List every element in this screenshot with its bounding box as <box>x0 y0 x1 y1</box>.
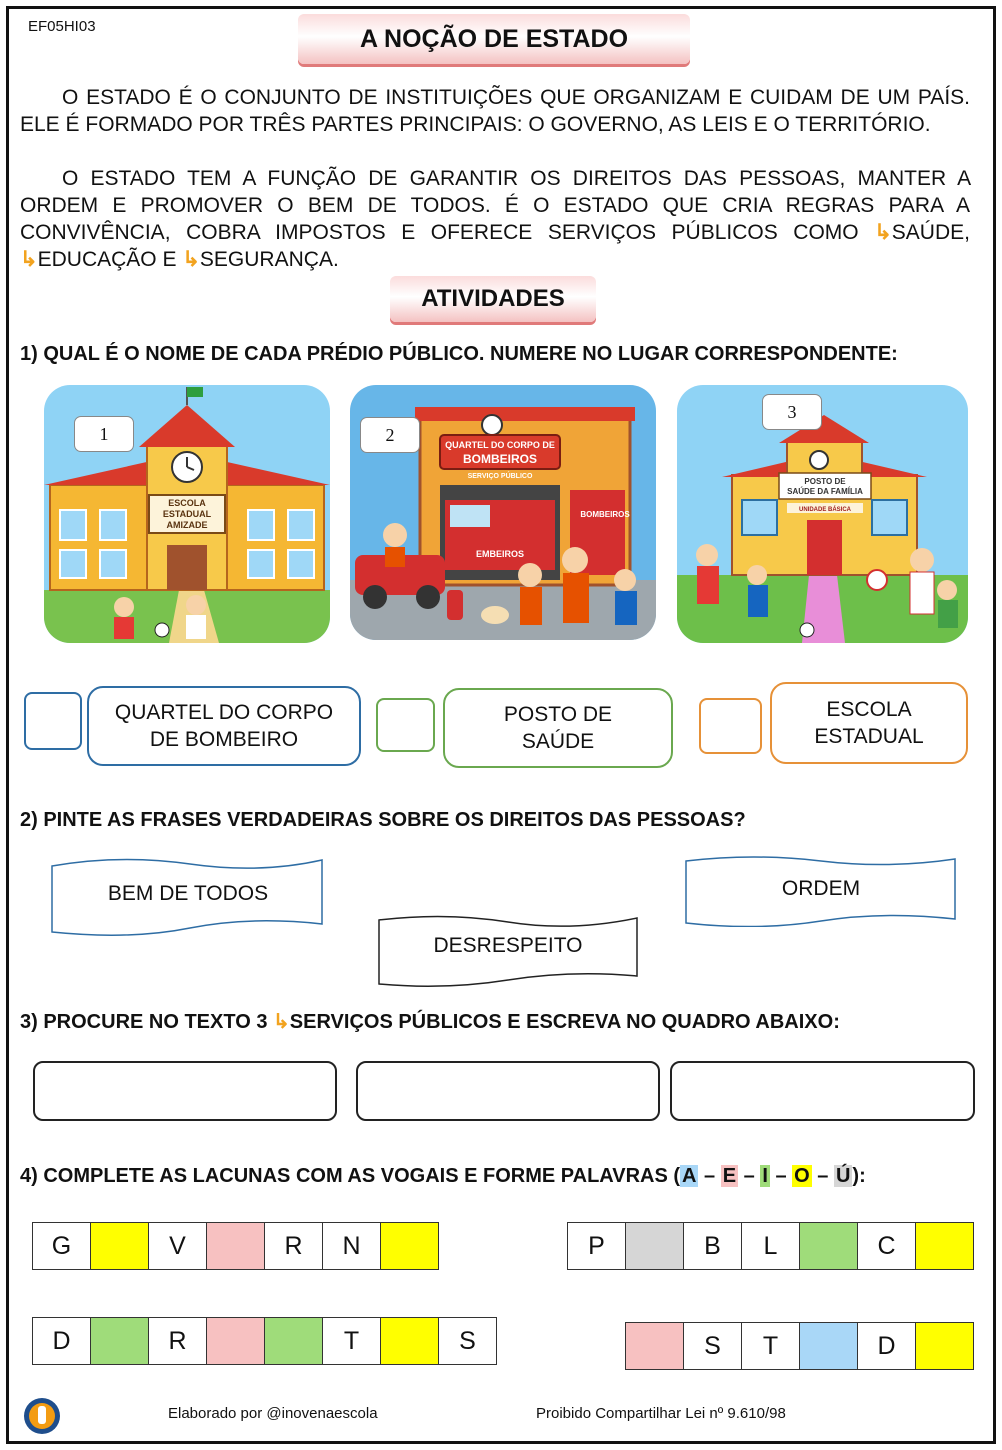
service-health: SAÚDE, <box>891 221 970 244</box>
option-3-line-1: ESCOLA <box>826 698 912 721</box>
question-4-prompt-close: ): <box>852 1165 866 1187</box>
letter-cell: S <box>438 1317 497 1365</box>
question-3-prompt-b: SERVIÇOS PÚBLICOS E ESCREVA NO QUADRO ABAIXO: <box>289 1011 840 1033</box>
vowel-a: A <box>682 1165 697 1187</box>
question-1-prompt: 1) QUAL É O NOME DE CADA PRÉDIO PÚBLICO. NUMERE NO LUGAR CORRESPONDENTE: <box>20 343 898 365</box>
letter-cell: V <box>148 1222 207 1270</box>
vowel-o: O <box>794 1165 810 1187</box>
blank-vowel-cell[interactable] <box>264 1317 323 1365</box>
letter-cell: P <box>567 1222 626 1270</box>
answer-field-service-3[interactable] <box>670 1061 975 1121</box>
letter-cell: T <box>741 1322 800 1370</box>
option-school <box>770 682 968 764</box>
question-4-prompt <box>20 1165 866 1188</box>
school-sign-line-1: ESCOLA <box>168 498 206 508</box>
school-sign-line-2: ESTADUAL <box>162 509 212 519</box>
marker-icon: ↳ <box>874 221 892 244</box>
image-2-number: 2 <box>360 417 420 453</box>
fire-station-illustration <box>350 385 656 640</box>
phrase-order: ORDEM <box>781 877 861 900</box>
option-1-line-1: QUARTEL DO CORPO <box>114 701 334 724</box>
word-grid-4 <box>625 1322 974 1370</box>
health-post-illustration <box>677 385 968 643</box>
health-sign-line-2: SAÚDE DA FAMÍLIA <box>787 487 863 496</box>
brand-logo-icon <box>20 1396 64 1436</box>
vowel-separator: – <box>743 1165 755 1187</box>
paragraph-2 <box>20 165 970 273</box>
vowel-separator: – <box>704 1165 716 1187</box>
blank-vowel-cell[interactable] <box>915 1222 974 1270</box>
blank-vowel-cell[interactable] <box>90 1317 149 1365</box>
blank-vowel-cell[interactable] <box>915 1322 974 1370</box>
marker-icon: ↳ <box>182 248 200 271</box>
answer-field-service-1[interactable] <box>33 1061 337 1121</box>
letter-cell: D <box>32 1317 91 1365</box>
question-3-prompt <box>20 1009 840 1034</box>
blank-vowel-cell[interactable] <box>206 1317 265 1365</box>
fire-vest-label: BOMBEIROS <box>580 510 630 519</box>
service-security: SEGURANÇA. <box>199 248 339 271</box>
fire-sign-line-1: QUARTEL DO CORPO DE <box>445 440 555 450</box>
vowel-separator: – <box>775 1165 787 1187</box>
blank-vowel-cell[interactable] <box>799 1322 858 1370</box>
marker-icon: ↳ <box>20 248 38 271</box>
question-2-prompt: 2) PINTE AS FRASES VERDADEIRAS SOBRE OS DIREITOS DAS PESSOAS? <box>20 809 746 831</box>
letter-cell: S <box>683 1322 742 1370</box>
paragraph-1-first-line: O ESTADO É O CONJUNTO DE INSTITUIÇÕES QUE ORGANIZAM E CUIDAM DE UM <box>62 86 911 109</box>
health-sign-sub: UNIDADE BÁSICA <box>798 507 852 513</box>
letter-cell: T <box>322 1317 381 1365</box>
option-2-line-1: POSTO DE <box>503 703 613 726</box>
letter-cell: D <box>857 1322 916 1370</box>
answer-box-health-post[interactable] <box>376 698 435 752</box>
answer-box-school[interactable] <box>699 698 762 754</box>
word-grid-1 <box>32 1222 439 1270</box>
question-3-prompt-a: 3) PROCURE NO TEXTO 3 <box>20 1011 268 1033</box>
phrase-disrespect: DESRESPEITO <box>433 934 583 957</box>
paragraph-1 <box>20 84 970 138</box>
activities-title: ATIVIDADES <box>390 276 596 322</box>
option-2-line-2: SAÚDE <box>521 730 595 753</box>
vowel-separator: – <box>817 1165 829 1187</box>
option-1-line-2: DE BOMBEIRO <box>149 728 299 751</box>
fire-truck-label: EMBEIROS <box>475 549 525 559</box>
blank-vowel-cell[interactable] <box>90 1222 149 1270</box>
letter-cell: C <box>857 1222 916 1270</box>
vowel-e: E <box>722 1165 737 1187</box>
curriculum-code: EF05HI03 <box>28 18 96 35</box>
blank-vowel-cell[interactable] <box>380 1317 439 1365</box>
option-health-post <box>443 688 673 768</box>
letter-cell: R <box>148 1317 207 1365</box>
letter-cell: G <box>32 1222 91 1270</box>
paragraph-1-rest: PAÍS. ELE É FORMADO POR TRÊS PARTES PRINCIPAIS: O GOVERNO, AS LEIS E O TERRITÓRIO. <box>20 86 970 136</box>
answer-field-service-2[interactable] <box>356 1061 660 1121</box>
paragraph-2-rest: ORDEM E PROMOVER O BEM DE TODOS. É O ESTADO QUE CRIA REGRAS PARA A CONVIVÊNCIA, COBRA IMPOSTOS E OFERECE SERVIÇOS PÚBLICOS COMO <box>20 194 970 244</box>
letter-cell: L <box>741 1222 800 1270</box>
blank-vowel-cell[interactable] <box>206 1222 265 1270</box>
marker-icon: ↳ <box>273 1011 290 1033</box>
blank-vowel-cell[interactable] <box>380 1222 439 1270</box>
school-sign-line-3: AMIZADE <box>166 520 208 530</box>
word-grid-2 <box>567 1222 974 1270</box>
vowel-i: I <box>762 1165 768 1187</box>
fire-sign-sub: SERVIÇO PÚBLICO <box>467 473 533 480</box>
answer-box-fire-station[interactable] <box>24 692 82 750</box>
health-sign-line-1: POSTO DE <box>804 477 846 486</box>
fire-sign-line-2: BOMBEIROS <box>462 452 538 466</box>
school-illustration <box>44 385 330 643</box>
blank-vowel-cell[interactable] <box>799 1222 858 1270</box>
word-grid-3 <box>32 1317 497 1365</box>
footer-credit: Elaborado por @inovenaescola <box>168 1405 378 1422</box>
paragraph-2-first-line: O ESTADO TEM A FUNÇÃO DE GARANTIR OS DIREITOS DAS PESSOAS, MANTER A <box>62 167 970 190</box>
service-education: EDUCAÇÃO E <box>37 248 177 271</box>
blank-vowel-cell[interactable] <box>625 1322 684 1370</box>
page-title: A NOÇÃO DE ESTADO <box>298 14 690 64</box>
phrase-good-of-all: BEM DE TODOS <box>107 882 269 905</box>
blank-vowel-cell[interactable] <box>625 1222 684 1270</box>
footer-legal: Proibido Compartilhar Lei nº 9.610/98 <box>536 1405 786 1422</box>
option-fire-station <box>87 686 361 766</box>
letter-cell: R <box>264 1222 323 1270</box>
letter-cell: N <box>322 1222 381 1270</box>
image-3-number: 3 <box>762 394 822 430</box>
question-4-prompt-text: 4) COMPLETE AS LACUNAS COM AS VOGAIS E FORME PALAVRAS ( <box>20 1165 681 1187</box>
image-1-number: 1 <box>74 416 134 452</box>
vowel-u: Ú <box>835 1165 851 1187</box>
option-3-line-2: ESTADUAL <box>814 725 924 748</box>
letter-cell: B <box>683 1222 742 1270</box>
